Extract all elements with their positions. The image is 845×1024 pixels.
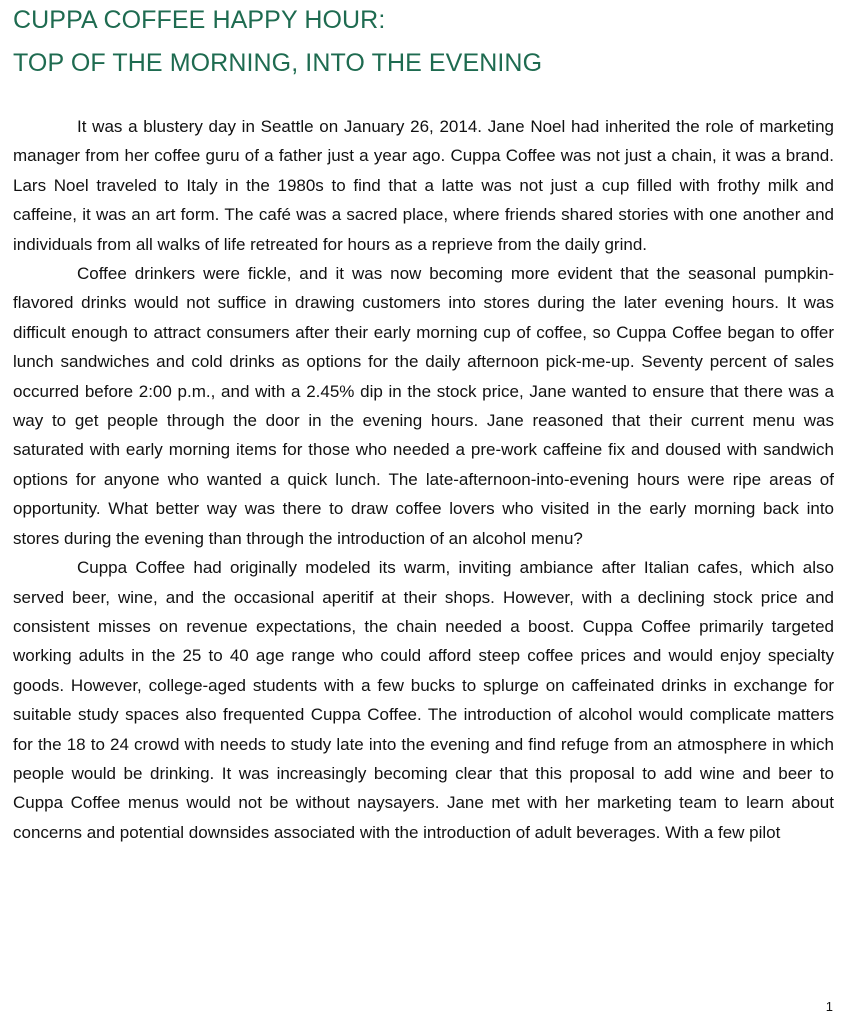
page-number: 1 xyxy=(825,999,833,1014)
paragraph-3: Cuppa Coffee had originally modeled its warm, inviting ambiance after Italian cafes, which also served beer, wine, and the occasional aperitif at their shops. However, with a declining stock price and consistent misses on revenue expectations, the chain needed a boost. Cuppa Coffee primarily targeted working adults in the 25 to 40 age range who could afford steep coffee prices and would enjoy specialty goods. However, college-aged students with a few bucks to splurge on caffeinated drinks in exchange for suitable study spaces also frequented Cuppa Coffee. The introduction of alcohol would complicate matters for the 18 to 24 crowd with needs to study late into the evening and find refuge from an atmosphere in which people would be drinking. It was increasingly becoming clear that this proposal to add wine and beer to Cuppa Coffee menus would not be without naysayers. Jane met with her marketing team to learn about concerns and potential downsides associated with the introduction of adult beverages. With a few pilot xyxy=(13,558,834,842)
document-title-line-1: CUPPA COFFEE HAPPY HOUR: xyxy=(13,6,386,34)
paragraph-1: It was a blustery day in Seattle on January 26, 2014. Jane Noel had inherited the role of marketing manager from her coffee guru of a father just a year ago. Cuppa Coffee was not just a chain, it was a brand. Lars Noel traveled to Italy in the 1980s to find that a latte was not just a cup filled with frothy milk and caffeine, it was an art form. The café was a sacred place, where friends shared stories with one another and individuals from all walks of life retreated for hours as a reprieve from the daily grind. xyxy=(13,117,834,254)
document-body xyxy=(13,112,834,847)
document-title-line-2: TOP OF THE MORNING, INTO THE EVENING xyxy=(13,49,543,77)
paragraph-2: Coffee drinkers were fickle, and it was now becoming more evident that the seasonal pumpkin-flavored drinks would not suffice in drawing customers into stores during the later evening hours. It was difficult enough to attract consumers after their early morning cup of coffee, so Cuppa Coffee began to offer lunch sandwiches and cold drinks as options for the daily afternoon pick-me-up. Seventy percent of sales occurred before 2:00 p.m., and with a 2.45% dip in the stock price, Jane wanted to ensure that there was a way to get people through the door in the evening hours. Jane reasoned that their current menu was saturated with early morning items for those who needed a pre-work caffeine fix and doused with sandwich options for anyone who wanted a quick lunch. The late-afternoon-into-evening hours were ripe areas of opportunity. What better way was there to draw coffee lovers who visited in the early morning back into stores during the evening than through the introduction of an alcohol menu? xyxy=(13,264,834,548)
